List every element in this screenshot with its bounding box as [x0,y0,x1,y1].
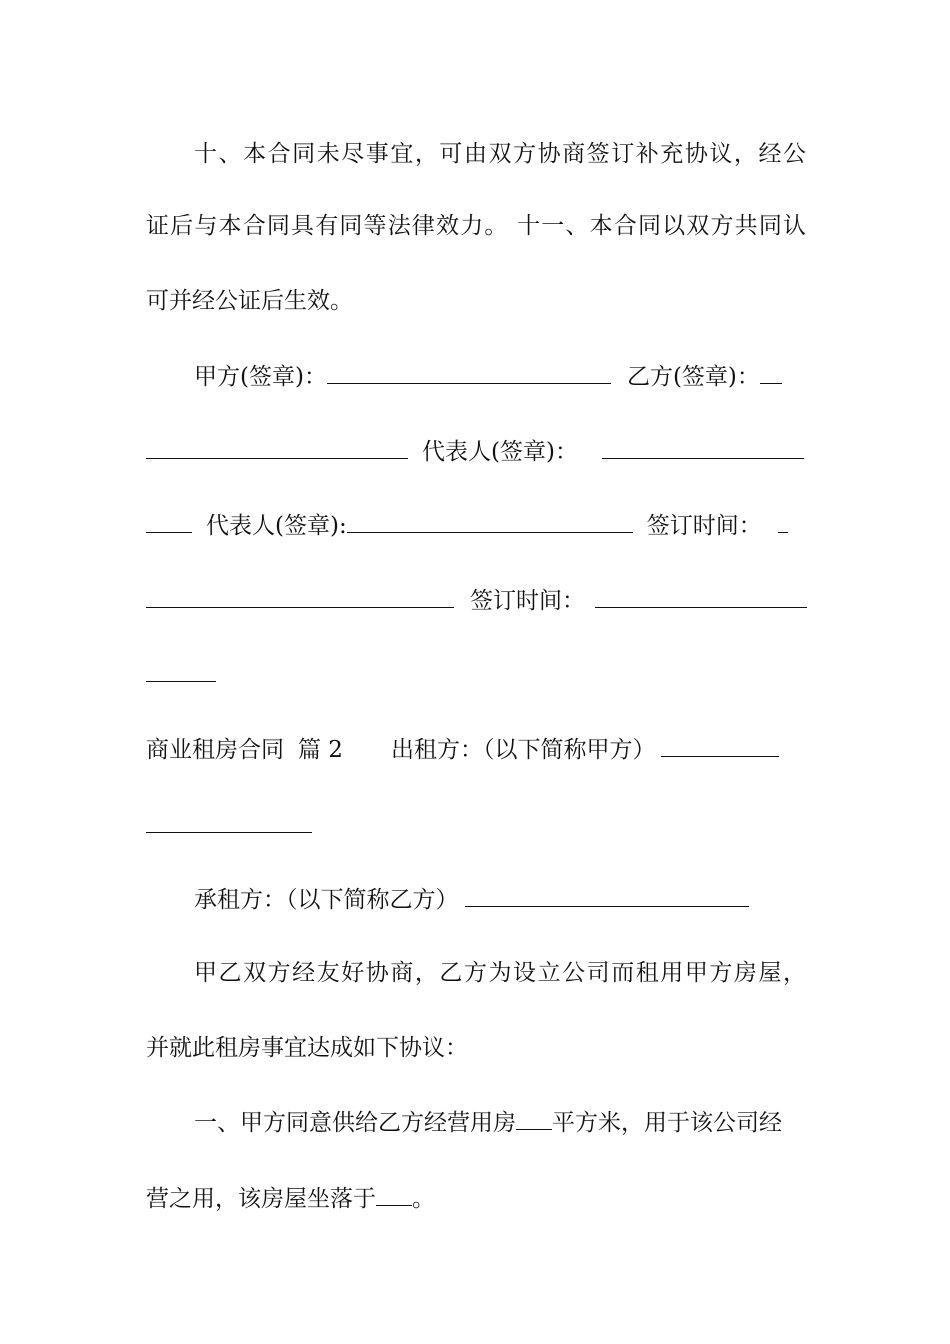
contract-2-title: 商业租房合同 [146,737,284,763]
article-1-text-a: 一、甲方同意供给乙方经营用房 [194,1110,516,1136]
sign-time-a-blank [778,510,788,533]
rep-b-seal-label: 代表人(签章): [206,513,347,539]
article-1-line-2 [146,1183,806,1213]
article-1-text-d: 。 [412,1186,435,1212]
clause-10-line-3: 可并经公证后生效。 [146,288,353,314]
signature-line-1 [194,361,806,391]
clause-10-line-2: 证后与本合同具有同等法律效力。 十一、本合同以双方共同认 [146,213,806,239]
sign-time-a-label: 签订时间： [646,513,762,539]
signature-line-2 [146,436,806,466]
article-1-text-b: 平方米，用于该公司经 [552,1110,782,1136]
rep-a-seal-blank-cont [146,510,192,533]
clause-10-line-1: 十、本合同未尽事宜，可由双方协商签订补充协议，经公 [194,141,806,167]
sign-time-a-blank-cont [146,585,454,608]
signature-line-4 [146,585,806,615]
sign-time-b-blank [595,585,807,608]
article-1-text-c: 营之用，该房屋坐落于 [146,1186,376,1212]
party-a-seal-blank [327,361,611,384]
party-a-seal-label: 甲方(签章)： [194,364,327,390]
party-b-seal-label: 乙方(签章)： [626,364,760,390]
signature-line-5 [146,659,806,689]
rep-a-seal-blank [602,436,804,459]
area-blank [516,1107,552,1130]
lessor-blank-line-2 [146,810,806,840]
party-b-seal-blank [760,361,782,384]
lessor-blank [661,734,779,757]
sign-time-b-blank-cont [146,659,216,682]
agreement-intro-line-2: 并就此租房事宜达成如下协议： [146,1035,468,1061]
rep-a-seal-label: 代表人(签章)： [422,439,578,465]
location-blank [376,1183,412,1206]
lessor-label: 出租方：（以下简称甲方） [390,737,656,763]
article-1-line-1 [194,1107,806,1137]
agreement-intro-line-1: 甲乙双方经友好协商，乙方为设立公司而租用甲方房屋， [194,960,806,986]
contract-2-heading [146,734,806,764]
signature-line-3 [146,510,806,540]
lessor-blank-cont [146,810,312,833]
party-b-seal-blank-cont [146,436,408,459]
lessee-line [194,884,806,914]
lessee-blank [465,884,749,907]
sign-time-b-label: 签订时间： [470,588,585,614]
rep-b-seal-blank [347,510,633,533]
contract-2-chapter: 篇 2 [298,737,343,763]
lessee-label: 承租方：（以下简称乙方） [194,887,459,913]
